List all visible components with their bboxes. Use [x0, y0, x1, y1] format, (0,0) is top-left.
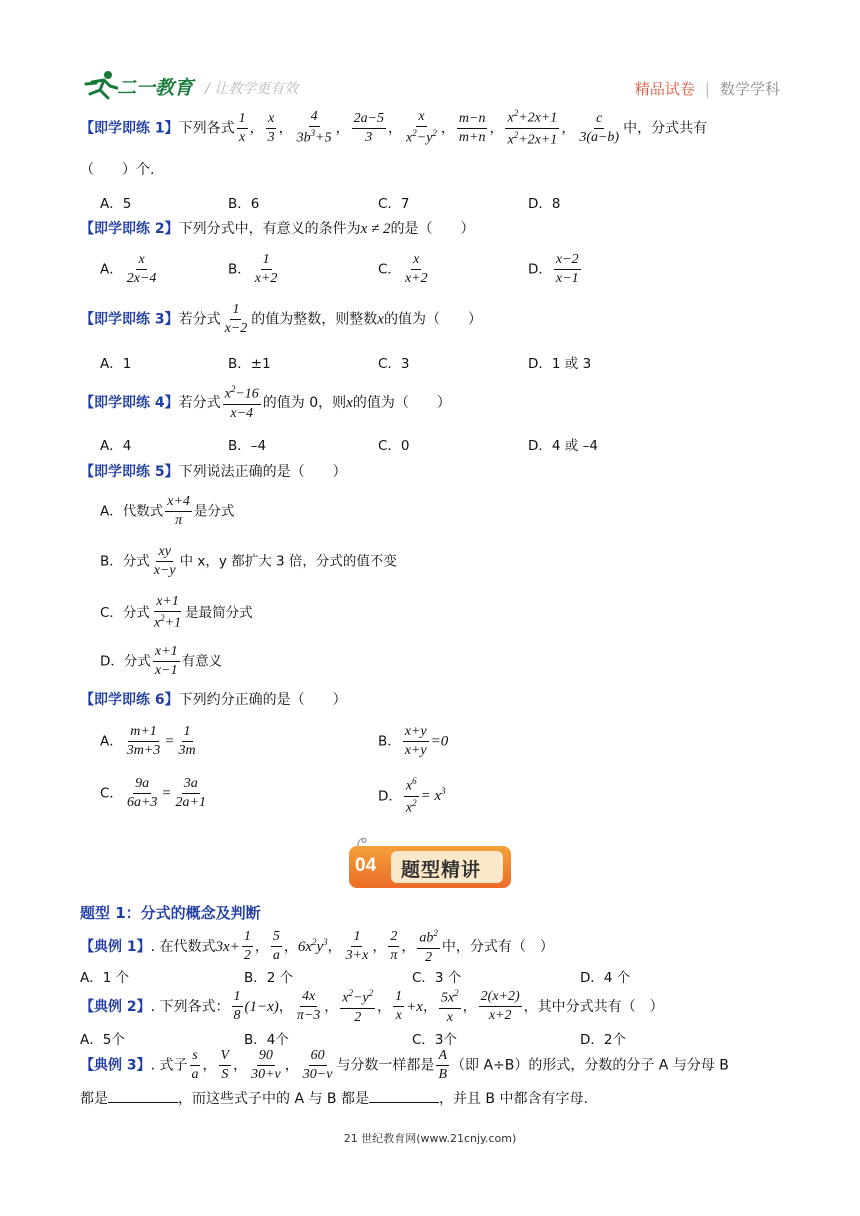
exercise-3	[80, 302, 482, 337]
header-brand	[635, 78, 780, 99]
brand-label: 精品试卷	[634, 80, 695, 98]
option-a[interactable]: A．1 个	[80, 970, 130, 986]
badge-title: 题型精讲	[401, 859, 482, 881]
exercise-4	[80, 384, 451, 422]
exercise-text: 若分式	[178, 311, 221, 328]
option-a[interactable]: A． $\frac{m+1}{3m+3}$ = $\frac{1}{3m}$	[100, 724, 196, 759]
exercise-text: 下列约分正确的是（ ）	[178, 692, 347, 708]
option-b[interactable]: B． $\frac{x+y}{x+y}$ =0	[378, 724, 449, 759]
option-d[interactable]: D．分式 $\frac{x+1}{x-1}$ 有意义	[100, 644, 223, 679]
option-d[interactable]: D． $\frac{x-2}{x-1}$	[528, 252, 579, 287]
option-c[interactable]: C．7	[378, 196, 410, 212]
exercise-suffix: 的值为整数，则整数	[251, 311, 378, 328]
option-d[interactable]: D．1 或 3	[528, 356, 592, 372]
option-b[interactable]: B．–4	[228, 438, 267, 454]
logo-text: 二一教育	[117, 77, 194, 99]
exercise-1-cont: （ ）个.	[80, 162, 155, 178]
example-text: . 在代数式	[150, 938, 216, 955]
brand-separator: |	[704, 80, 710, 98]
example-text: . 下列各式：	[150, 998, 230, 1015]
slogan: / 让教学更有效	[205, 81, 299, 97]
option-b[interactable]: B．2 个	[244, 970, 294, 986]
exercise-6	[80, 692, 347, 709]
exercise-tag: 【即学即练 5】	[80, 464, 179, 480]
section-heading: 题型 1：分式的概念及判断	[80, 904, 261, 922]
option-d[interactable]: D． $\frac{x^6}{x^2}$ = $x^3$	[378, 776, 446, 816]
exercise-5	[80, 464, 347, 481]
fraction: $\frac{x}{3}$	[267, 110, 275, 145]
fraction: $\frac{4}{3b^3+5}$	[296, 109, 332, 147]
exercise-tag: 【即学即练 2】	[80, 221, 179, 237]
exercise-2	[80, 220, 475, 238]
exercise-tag: 【即学即练 3】	[80, 311, 179, 328]
exercise-text: 下列说法正确的是（ ）	[178, 464, 347, 480]
option-c[interactable]: C． $\frac{9a}{6a+3}$ = $\frac{3a}{2a+1}$	[100, 776, 206, 811]
answer-blank[interactable]	[108, 1090, 178, 1103]
exercise-suffix: 的是（ ）	[390, 221, 475, 237]
fraction: $\frac{1}{x}$	[238, 110, 246, 145]
option-d[interactable]: D．8	[528, 196, 561, 212]
section-badge	[349, 846, 511, 888]
example-suffix: 中，分式有（ ）	[441, 938, 554, 955]
exercise-1: 【即学即练 1】下列各式 $\frac{1}{x}$ ， $\frac{x}{3}$ ， $\frac{4}{3b^3+5}$ ， $\frac{2a-5}{3}$ ， $\frac{x}{x^2-y^2}$ ， $\frac{m-n}{m+n}$ ， $\frac{x^2+2x+1}{x^2+2x+1}$ ， $\frac{c}{3(a-b)}$ 中，分式共有	[80, 108, 708, 148]
exercise-tag: 【即学即练 6】	[80, 692, 179, 708]
option-c[interactable]: C．3个	[412, 1032, 458, 1048]
example-tag: 【典例 3】	[80, 1057, 151, 1074]
fraction: $\frac{m-n}{m+n}$	[458, 110, 486, 145]
answer-blank[interactable]	[369, 1090, 439, 1103]
option-c[interactable]: C． $\frac{x}{x+2}$	[378, 252, 428, 287]
variable: x	[346, 394, 353, 411]
example-suffix: ，其中分式共有（ ）	[523, 998, 664, 1015]
example-tag: 【典例 1】	[80, 938, 151, 955]
option-a[interactable]: A．代数式 $\frac{x+4}{\pi}$ 是分式	[100, 494, 235, 529]
exercise-suffix: 的值为 0，则	[262, 394, 347, 411]
variable: x	[377, 311, 384, 328]
example-tag: 【典例 2】	[80, 998, 151, 1015]
fraction: $\frac{x^2-16}{x-4}$	[224, 384, 259, 421]
example-2: 【典例 2】. 下列各式： $\frac{1}{8}$ (1−x)， $\frac{4x}{\pi-3}$ ， $\frac{x^2-y^2}{2}$ ， $\frac{1}{x}$ +x， $\frac{5x^2}{x}$ ， $\frac{2(x+2)}{x+2}$ ，其中分式共有（ ）	[80, 988, 664, 1025]
option-c[interactable]: C．0	[378, 438, 410, 454]
exercise-tag: 【即学即练 1】	[80, 120, 179, 137]
option-d[interactable]: D．4 个	[580, 970, 631, 986]
fraction: $\frac{x^2+2x+1}{x^2+2x+1}$	[507, 108, 558, 148]
fraction: $\frac{x}{x^2-y^2}$	[406, 109, 437, 147]
option-c[interactable]: C．3	[378, 356, 410, 372]
exercise-text: 下列分式中，有意义的条件为	[178, 221, 361, 237]
example-3-line-2: 都是 ，而这些式子中的 A 与 B 都是 ，并且 B 中都含有字母.	[80, 1091, 588, 1107]
option-b[interactable]: B．分式 $\frac{xy}{x-y}$ 中 x，y 都扩大 3 倍，分式的值不变	[100, 544, 397, 579]
example-1: 【典例 1】. 在代数式3x+ $\frac{1}{2}$ ， $\frac{5}{a}$ ，$6x^2y^3$， $\frac{1}{3+x}$ ， $\frac{2}{\pi}$ ， $\frac{ab^2}{2}$ 中，分式有（ ）	[80, 928, 554, 965]
condition: x ≠ 2	[360, 221, 391, 237]
exercise-suffix: 的值为（ ）	[383, 311, 482, 328]
subject-label: 数学学科	[719, 80, 780, 98]
option-b[interactable]: B．±1	[228, 356, 271, 372]
exercise-suffix: 的值为（ ）	[352, 394, 451, 411]
fraction: $\frac{1}{x-2}$	[224, 302, 248, 337]
badge-number: 04	[355, 855, 377, 876]
runner-logo-icon	[84, 70, 118, 100]
option-c[interactable]: C．3 个	[412, 970, 462, 986]
fraction: $\frac{c}{3(a-b)}$	[579, 110, 620, 145]
option-a[interactable]: A．5个	[80, 1032, 125, 1048]
exercise-tag: 【即学即练 4】	[80, 394, 179, 411]
option-b[interactable]: B． $\frac{1}{x+2}$	[228, 252, 278, 287]
example-text: （即 A÷B）的形式，分数的分子 A 与分母 B	[451, 1057, 729, 1074]
option-d[interactable]: D．2个	[580, 1032, 626, 1048]
option-b[interactable]: B．6	[228, 196, 260, 212]
option-b[interactable]: B．4个	[244, 1032, 289, 1048]
option-a[interactable]: A．5	[100, 196, 132, 212]
footer: 21 世纪教育网(www.21cnjy.com)	[343, 1132, 517, 1145]
option-a[interactable]: A． $\frac{x}{2x-4}$	[100, 252, 157, 287]
option-d[interactable]: D．4 或 –4	[528, 438, 598, 454]
fraction: $\frac{2a-5}{3}$	[353, 110, 385, 145]
example-text: 与分数一样都是	[336, 1057, 435, 1074]
exercise-text: 若分式	[178, 394, 221, 411]
exercise-text: 下列各式	[178, 120, 235, 137]
option-a[interactable]: A．4	[100, 438, 132, 454]
option-c[interactable]: C．分式 $\frac{x+1}{x^2+1}$ 是最简分式	[100, 594, 253, 631]
exercise-suffix: 中，分式共有	[623, 120, 708, 137]
option-a[interactable]: A．1	[100, 356, 132, 372]
example-3: 【典例 3】. 式子 $\frac{s}{a}$ ， $\frac{V}{S}$ ， $\frac{90}{30+v}$ ， $\frac{60}{30-v}$ 与分数一样都是 $\frac{A}{B}$ （即 A÷B）的形式，分数的分子 A 与分母 B	[80, 1048, 729, 1083]
example-text: . 式子	[150, 1057, 188, 1074]
